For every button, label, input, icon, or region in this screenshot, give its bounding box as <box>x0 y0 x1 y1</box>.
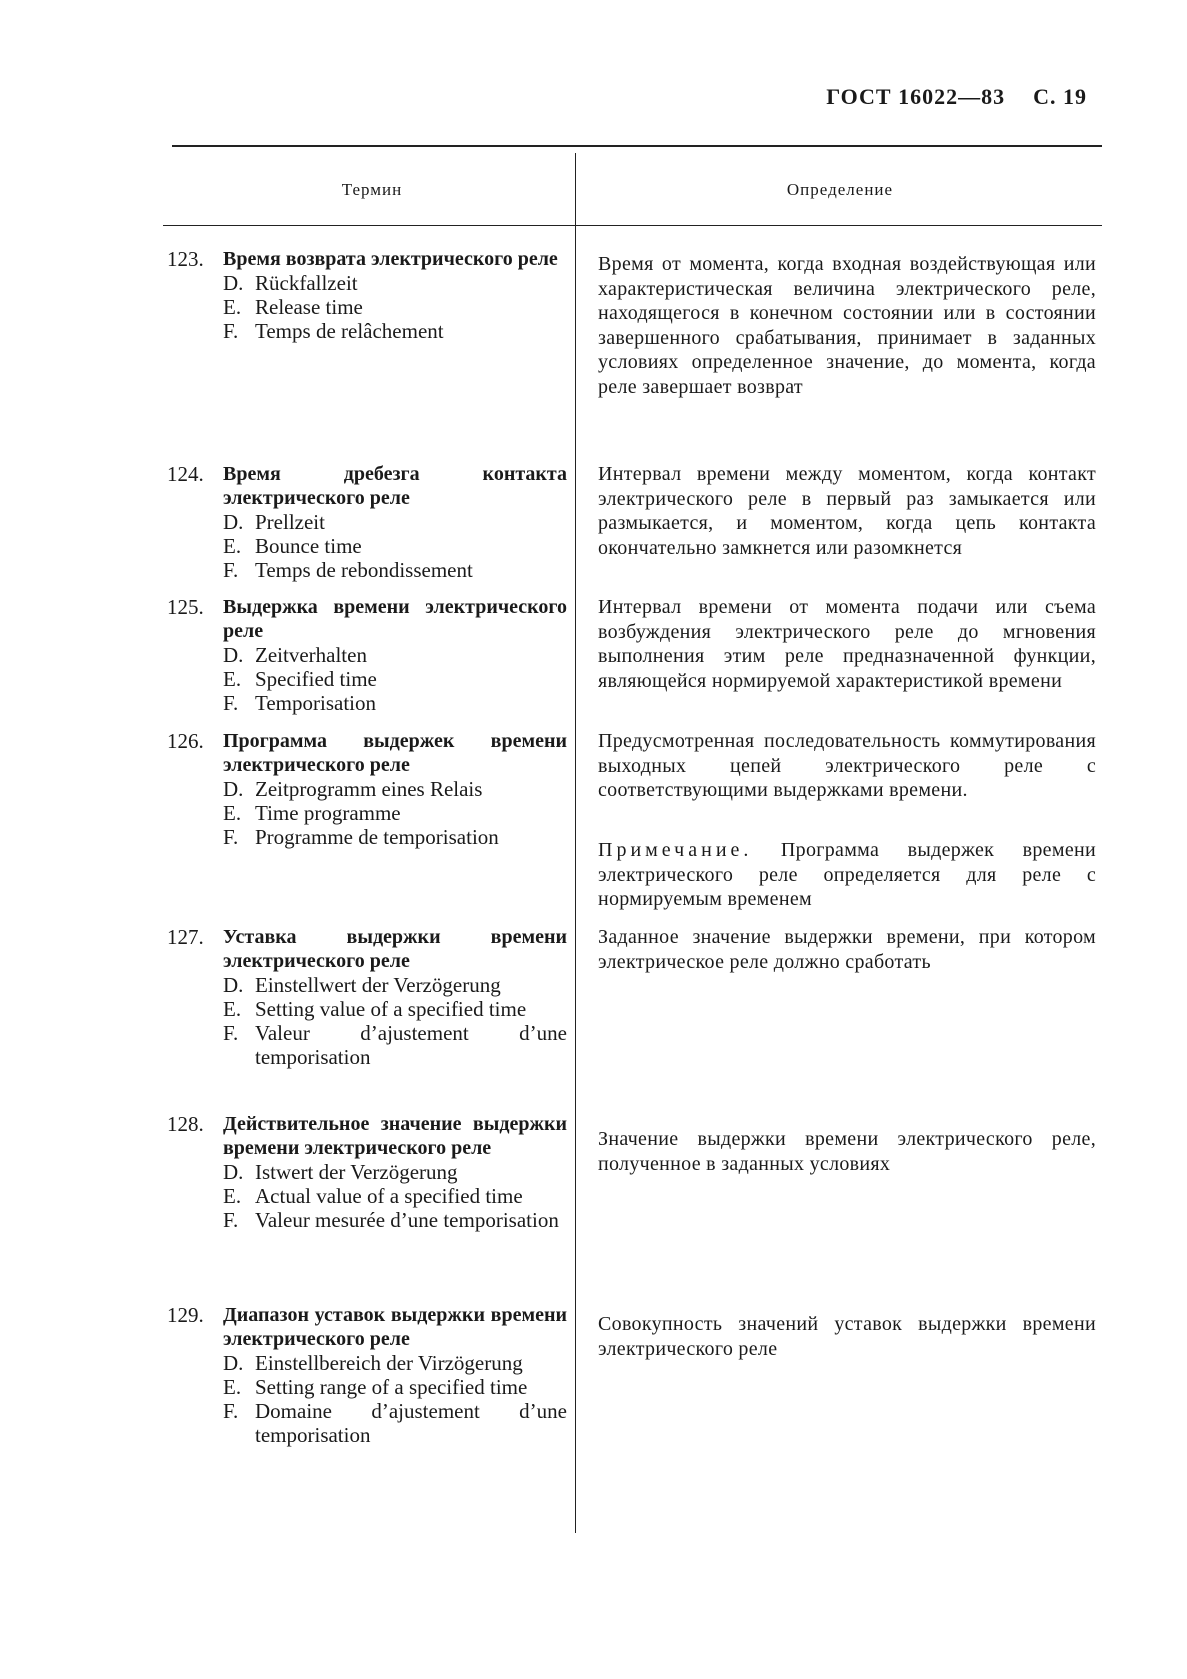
term-fr: F. Valeur d’ajustement d’une temporisation <box>223 1021 567 1069</box>
term-title: Время возврата электрического реле <box>223 248 558 270</box>
term-entry-125 <box>167 595 567 715</box>
term-number: 123. <box>167 247 204 271</box>
note-label: Примечание. <box>598 839 753 861</box>
table-header-rule <box>163 225 1102 226</box>
term-entry-124 <box>167 462 567 582</box>
term-en: E. Actual value of a specified time <box>223 1184 523 1208</box>
term-fr: F. Temps de relâchement <box>223 319 444 343</box>
term-fr: F. Temporisation <box>223 691 377 715</box>
term-fr: F. Valeur mesurée d’une temporisation <box>223 1208 559 1232</box>
table-top-rule <box>172 145 1102 147</box>
term-entry-128 <box>167 1112 567 1232</box>
term-en: E. Release time <box>223 295 363 319</box>
term-en: E. Setting value of a specified time <box>223 997 527 1021</box>
term-de: D. Einstellbereich der Virzögerung <box>223 1351 523 1375</box>
definition-129: Совокупность значений уставок выдержки времени электрического реле <box>598 1313 1096 1360</box>
term-fr: F. Domaine d’ajustement d’une temporisation <box>223 1399 567 1447</box>
term-en: E. Time programme <box>223 801 401 825</box>
term-de: D. Rückfallzeit <box>223 271 358 295</box>
term-de: D. Prellzeit <box>223 510 325 534</box>
term-number: 128. <box>167 1112 204 1136</box>
term-number: 126. <box>167 729 204 753</box>
definition-126: Предусмотренная последовательность коммутирования выходных цепей электрического реле с соответствующими выдержками времени. <box>598 730 1096 801</box>
definition-124: Интервал времени между моментом, когда контакт электрического реле в первый раз замыкается или размыкается, и моментом, когда цепь контакта окончательно замкнется или разомкнется <box>598 463 1096 559</box>
term-fr: F. Temps de rebondissement <box>223 558 473 582</box>
note-text: Программа выдержек времени электрического реле определяется для реле с нормируемым временем <box>598 839 1096 910</box>
definition-126-note <box>598 838 1096 912</box>
column-header-definition: Определение <box>786 180 894 199</box>
term-de: D. Zeitverhalten <box>223 643 367 667</box>
term-en: E. Bounce time <box>223 534 362 558</box>
definition-125: Интервал времени от момента подачи или съема возбуждения электрического реле до мгновения выполнения этим реле предназначенной функции, являющейся нормируемой характеристикой времени <box>598 596 1096 692</box>
standard-number: ГОСТ 16022—83 <box>826 84 1006 109</box>
term-title: Время дребезга контакта электрического реле <box>223 463 567 509</box>
term-fr: F. Programme de temporisation <box>223 825 499 849</box>
term-entry-123 <box>167 247 567 343</box>
term-en: E. Setting range of a specified time <box>223 1375 528 1399</box>
term-entry-129 <box>167 1303 567 1447</box>
term-entry-126 <box>167 729 567 849</box>
definition-123: Время от момента, когда входная воздействующая или характеристическая величина электрического реле, находящегося в конечном состоянии или в состоянии завершенного срабатывания, принимает в заданных условиях определенное значение, до момента, когда реле завершает возврат <box>598 253 1096 398</box>
term-en: E. Specified time <box>223 667 377 691</box>
term-number: 127. <box>167 925 204 949</box>
term-number: 125. <box>167 595 204 619</box>
page-number: С. 19 <box>1033 84 1087 109</box>
term-de: D. Zeitprogramm eines Relais <box>223 777 483 801</box>
term-entry-127 <box>167 925 567 1069</box>
column-header-term: Термин <box>341 180 403 199</box>
term-number: 124. <box>167 462 204 486</box>
page-header <box>798 84 1087 110</box>
term-title: Программа выдержек времени электрического реле <box>223 730 567 776</box>
term-de: D. Einstellwert der Verzögerung <box>223 973 501 997</box>
definition-127: Заданное значение выдержки времени, при котором электрическое реле должно сработать <box>598 926 1096 973</box>
definition-128: Значение выдержки времени электрического реле, полученное в заданных условиях <box>598 1128 1096 1175</box>
term-number: 129. <box>167 1303 204 1327</box>
term-de: D. Istwert der Verzögerung <box>223 1160 458 1184</box>
term-title: Выдержка времени электрического реле <box>223 596 567 642</box>
term-title: Действительное значение выдержки времени электрического реле <box>223 1113 567 1159</box>
term-title: Диапазон уставок выдержки времени электрического реле <box>223 1304 567 1350</box>
column-divider <box>575 153 576 1533</box>
term-title: Уставка выдержки времени электрического реле <box>223 926 567 972</box>
